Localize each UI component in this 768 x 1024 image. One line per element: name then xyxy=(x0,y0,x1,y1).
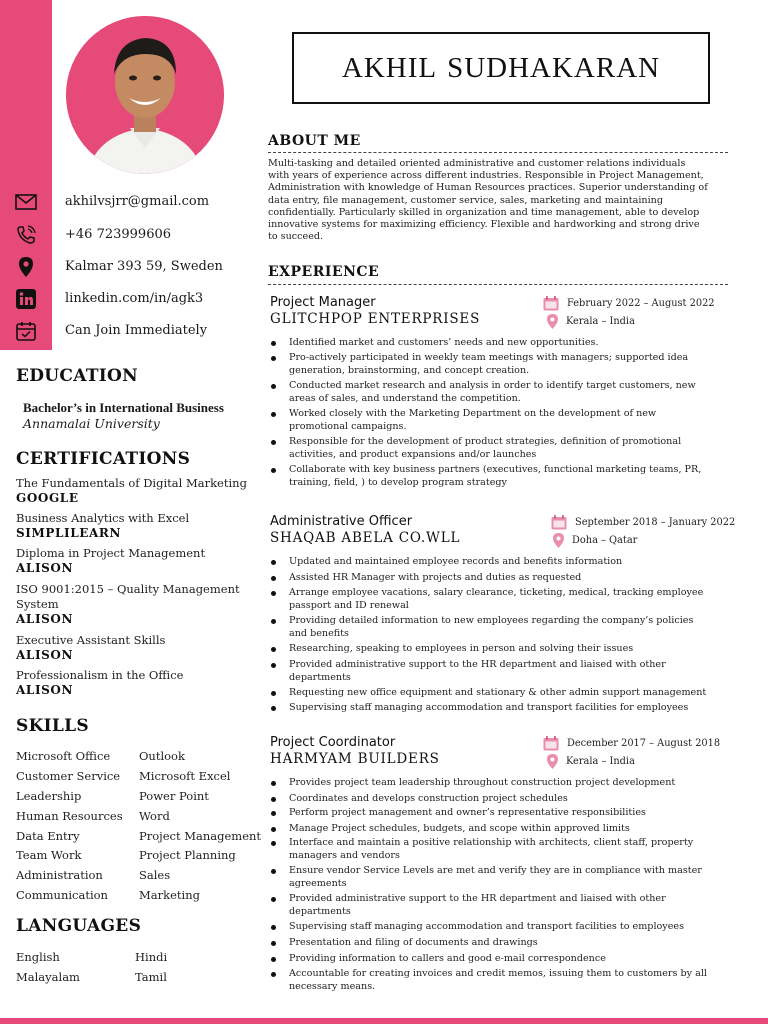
calendar-icon xyxy=(543,296,559,311)
certification-item xyxy=(16,668,256,698)
list-item: Responsible for the development of product strategies, definition of promotional activities, and product expansions and/or launches xyxy=(270,435,740,461)
job-bullets xyxy=(270,555,740,716)
first-name: AKHIL xyxy=(341,51,438,84)
list-item: Supervising staff managing accommodation and transport facilities for employees xyxy=(270,701,740,716)
skill-item: Microsoft Office xyxy=(16,749,111,763)
contact-availability-text: Can Join Immediately xyxy=(65,323,208,338)
list-item: Provides project team leadership throughout construction project development xyxy=(270,776,740,791)
certification-name: ISO 9001:2015 – Quality Management System xyxy=(16,582,240,611)
about-line: confidentially. Particularly skilled in organization and time management, able to develop xyxy=(268,206,700,218)
list-item: Ensure vendor Service Levels are met and verify they are in compliance with master agreements xyxy=(270,864,740,890)
certification-name: The Fundamentals of Digital Marketing xyxy=(16,476,247,490)
list-item: Providing detailed information to new employees regarding the company’s policies and benefits xyxy=(270,614,740,640)
about-divider xyxy=(268,152,728,153)
certification-name: Business Analytics with Excel xyxy=(16,511,190,525)
job-bullets xyxy=(270,776,740,995)
skill-item: Project Management xyxy=(139,829,262,843)
list-item: Perform project management and owner’s representative responsibilities xyxy=(270,806,740,821)
list-item: Requesting new office equipment and stationary & other admin support management xyxy=(270,686,740,701)
skill-item: Team Work xyxy=(16,848,82,862)
contact-phone-text: +46 723999606 xyxy=(65,227,172,242)
job-title: Project Coordinator xyxy=(270,735,396,750)
job-company: HARMYAM BUILDERS xyxy=(270,751,440,767)
certification-name: Diploma in Project Management xyxy=(16,546,206,560)
skill-item: Outlook xyxy=(139,749,185,763)
envelope-icon xyxy=(12,192,40,212)
location-pin-icon xyxy=(547,314,558,329)
certification-issuer: ALISON xyxy=(16,648,74,662)
about-line: innovative systems for maximizing efficiency. Flexible and hardworking and strong drive xyxy=(268,219,700,231)
certification-item xyxy=(16,633,256,663)
language-item: Tamil xyxy=(135,970,167,984)
certification-name: Professionalism in the Office xyxy=(16,668,184,682)
certification-item xyxy=(16,511,256,541)
contact-location-text: Kalmar 393 59, Sweden xyxy=(65,259,223,274)
job-dates-text: December 2017 – August 2018 xyxy=(567,738,721,749)
job-location xyxy=(547,314,635,329)
list-item: Manage Project schedules, budgets, and scope within approved limits xyxy=(270,822,740,837)
about-line: Multi-tasking and detailed oriented administrative and customer relations individuals xyxy=(268,158,686,169)
certification-item xyxy=(16,546,256,576)
skill-item: Administration xyxy=(16,868,103,882)
job-title: Administrative Officer xyxy=(270,514,413,529)
certification-issuer: SIMPLILEARN xyxy=(16,526,122,540)
education-heading: EDUCATION xyxy=(16,366,138,386)
list-item: Arrange employee vacations, salary clearance, ticketing, medical, tracking employee passport and ID renewal xyxy=(270,586,740,612)
skill-item: Project Planning xyxy=(139,848,236,862)
about-heading: ABOUT ME xyxy=(268,133,361,149)
list-item: Coordinates and develops construction project schedules xyxy=(270,792,740,807)
list-item: Collaborate with key business partners (executives, functional marketing teams, PR, training, field, ) to develop program strategy xyxy=(270,463,740,489)
last-name: SUDHAKARAN xyxy=(447,51,661,84)
job-company: GLITCHPOP ENTERPRISES xyxy=(270,311,481,327)
skill-item: Human Resources xyxy=(16,809,123,823)
location-pin-icon xyxy=(547,754,558,769)
skill-item: Sales xyxy=(139,868,171,882)
education-school: Annamalai University xyxy=(23,416,160,431)
name-header xyxy=(292,32,710,104)
language-item: Hindi xyxy=(135,950,168,964)
experience-heading: EXPERIENCE xyxy=(268,264,380,280)
contact-email[interactable] xyxy=(0,191,250,213)
phone-icon xyxy=(12,225,40,245)
job-dates-text: September 2018 – January 2022 xyxy=(575,517,736,528)
education-degree: Bachelor’s in International Business xyxy=(23,400,224,415)
skill-item: Power Point xyxy=(139,789,209,803)
location-pin-icon xyxy=(553,533,564,548)
job-company: SHAQAB ABELA CO.WLL xyxy=(270,530,461,546)
contact-linkedin[interactable] xyxy=(0,288,250,310)
certifications-heading: CERTIFICATIONS xyxy=(16,449,191,469)
list-item: Updated and maintained employee records and benefits information xyxy=(270,555,740,570)
certification-issuer: ALISON xyxy=(16,612,74,626)
profile-photo xyxy=(66,16,224,174)
contact-phone[interactable] xyxy=(0,224,250,246)
list-item: Provided administrative support to the HR department and liaised with other departments xyxy=(270,658,740,684)
languages-heading: LANGUAGES xyxy=(16,916,142,936)
certification-issuer: ALISON xyxy=(16,561,74,575)
certification-item xyxy=(16,582,252,627)
calendar-icon xyxy=(543,736,559,751)
job-dates xyxy=(543,296,715,311)
about-line: with years of experience across different industries. Responsible in Project Management, xyxy=(268,170,704,182)
location-pin-icon xyxy=(12,257,40,277)
job-dates-text: February 2022 – August 2022 xyxy=(567,298,715,309)
language-item: Malayalam xyxy=(16,970,80,984)
list-item: Supervising staff managing accommodation and transport facilities to employees xyxy=(270,920,740,935)
contact-email-text: akhilvsjrr@gmail.com xyxy=(65,194,210,209)
skill-item: Customer Service xyxy=(16,769,121,783)
job-dates xyxy=(551,515,735,530)
job-location-text: Kerala – India xyxy=(566,316,635,327)
list-item: Provided administrative support to the HR department and liaised with other departments xyxy=(270,892,740,918)
skill-item: Leadership xyxy=(16,789,82,803)
list-item: Presentation and filing of documents and drawings xyxy=(270,936,740,951)
certification-issuer: GOOGLE xyxy=(16,491,79,505)
bottom-accent-bar xyxy=(0,1018,768,1024)
skills-heading: SKILLS xyxy=(16,716,89,736)
skill-item: Marketing xyxy=(139,888,200,902)
list-item: Researching, speaking to employees in person and solving their issues xyxy=(270,642,740,657)
certification-issuer: ALISON xyxy=(16,683,74,697)
job-location-text: Doha – Qatar xyxy=(572,535,638,546)
job-title: Project Manager xyxy=(270,295,376,310)
job-dates xyxy=(543,736,720,751)
contact-location xyxy=(0,256,250,278)
skill-item: Communication xyxy=(16,888,108,902)
experience-divider xyxy=(268,284,728,285)
about-text xyxy=(268,158,746,243)
job-location-text: Kerala – India xyxy=(566,756,635,767)
list-item: Interface and maintain a positive relationship with architects, client staff, property managers and vendors xyxy=(270,836,740,862)
certification-name: Executive Assistant Skills xyxy=(16,633,166,647)
about-line: data entry, file management, customer service, sales, marketing and maintaining xyxy=(268,194,663,206)
certification-item xyxy=(16,476,256,506)
list-item: Worked closely with the Marketing Department on the development of new promotional campaigns. xyxy=(270,407,740,433)
skill-item: Word xyxy=(139,809,170,823)
calendar-icon xyxy=(12,321,40,341)
list-item: Pro-actively participated in weekly team meetings with managers; supported idea generation, brainstorming, and concept creation. xyxy=(270,351,740,377)
skill-item: Microsoft Excel xyxy=(139,769,231,783)
job-location xyxy=(553,533,637,548)
linkedin-icon xyxy=(12,289,40,309)
list-item: Accountable for creating invoices and credit memos, issuing them to customers by all necessary means. xyxy=(270,967,740,993)
calendar-icon xyxy=(551,515,567,530)
language-item: English xyxy=(16,950,60,964)
skill-item: Data Entry xyxy=(16,829,80,843)
list-item: Assisted HR Manager with projects and duties as requested xyxy=(270,571,740,586)
list-item: Identified market and customers’ needs and new opportunities. xyxy=(270,336,740,351)
about-line: Administration with knowledge of Human Resources practices. Superior understanding of xyxy=(268,182,708,194)
contact-availability xyxy=(0,320,250,342)
about-line: to succeed. xyxy=(268,231,324,243)
job-bullets xyxy=(270,336,740,491)
profile-portrait-illustration xyxy=(66,16,224,174)
job-location xyxy=(547,754,635,769)
list-item: Conducted market research and analysis in order to identify target customers, new areas of sales, and understand the competition. xyxy=(270,379,740,405)
contact-linkedin-text: linkedin.com/in/agk3 xyxy=(65,291,204,306)
list-item: Providing information to callers and good e-mail correspondence xyxy=(270,952,740,967)
